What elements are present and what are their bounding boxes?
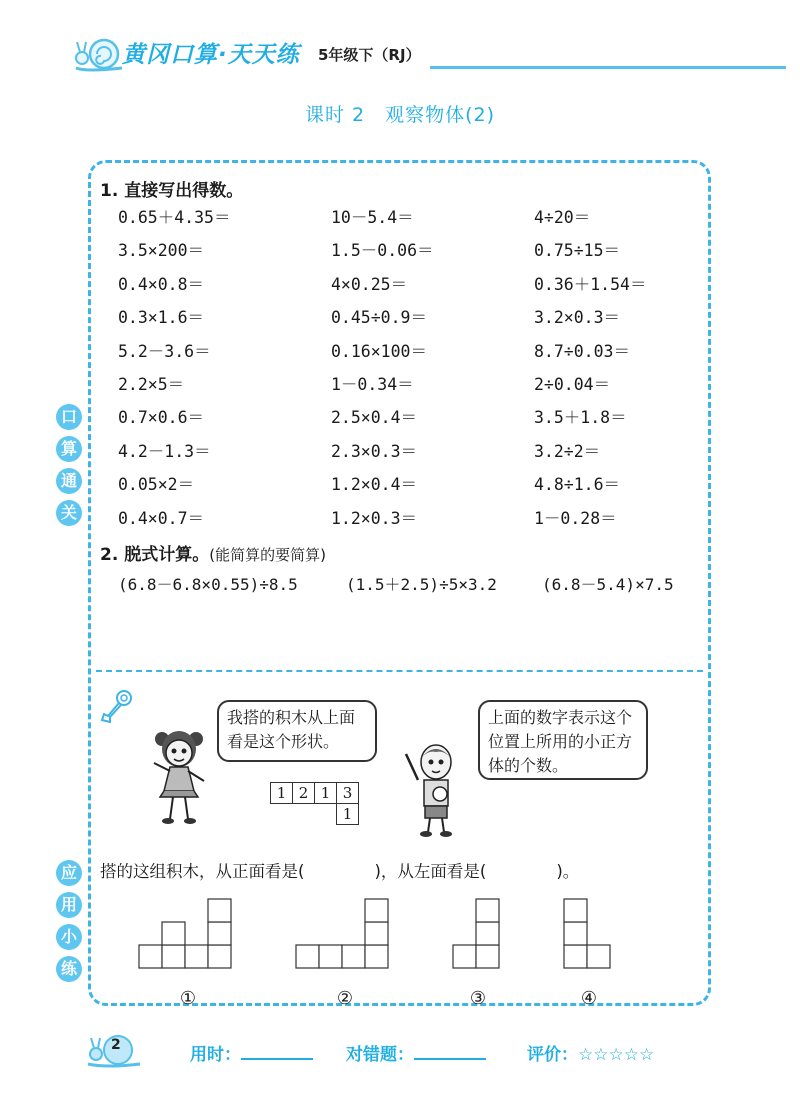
q1-row (118, 371, 678, 404)
section-divider (96, 670, 703, 672)
q1-row (118, 204, 678, 237)
q1-item: 0.05×2＝ (118, 475, 195, 495)
q1-item: 0.65＋4.35＝ (118, 208, 231, 227)
q1-item: 4×0.25＝ (331, 274, 408, 294)
q1-item: 1.2×0.4＝ (331, 475, 418, 495)
q2-title-text: 2. 脱式计算。 (100, 545, 210, 565)
correct-label: 对错题： (346, 1045, 414, 1065)
q1-item: 0.16×100＝ (331, 341, 427, 361)
top-view-cell: 1 (270, 782, 293, 804)
side-tab-oral-3: 通 (56, 468, 82, 494)
side-tab-oral-4: 关 (56, 500, 82, 526)
q1-item: 1.5－0.06＝ (331, 241, 434, 261)
option-2-label: ② (336, 988, 354, 1009)
q1-item: 2÷0.04＝ (534, 374, 611, 394)
q1-item: 3.5×200＝ (118, 241, 205, 261)
q1-item: 2.2×5＝ (118, 374, 185, 394)
grade-label: 5年级下（RJ） (318, 46, 421, 64)
time-field (190, 1040, 313, 1065)
q2-note: (能简算的要简算) (209, 546, 326, 564)
q1-grid (118, 204, 678, 538)
q1-item: 2.5×0.4＝ (331, 408, 418, 428)
top-view-cell: 2 (292, 782, 315, 804)
lesson-title: 课时 2 观察物体(2) (304, 104, 496, 126)
q1-row (118, 338, 678, 371)
toy-icon (98, 688, 138, 728)
side-tab-oral-1: 口 (56, 404, 82, 430)
view-question-part: 搭的这组积木，从正面看是( (100, 862, 305, 881)
top-view-cell: 3 (336, 782, 359, 804)
q1-item: 10－5.4＝ (331, 208, 414, 227)
q1-item: 0.4×0.8＝ (118, 274, 205, 294)
q1-item: 2.3×0.3＝ (331, 441, 418, 461)
time-blank[interactable] (241, 1044, 313, 1060)
q1-item: 0.4×0.7＝ (118, 508, 205, 528)
q1-item: 1－0.34＝ (331, 374, 414, 394)
snail-logo-icon (72, 34, 126, 74)
option-3-label: ③ (469, 988, 487, 1009)
correct-blank[interactable] (414, 1044, 486, 1060)
q1-item: 0.3×1.6＝ (118, 308, 205, 328)
view-question-part: )，从左面看是( (374, 862, 487, 881)
q1-row (118, 271, 678, 304)
q1-item: 0.75÷15＝ (534, 241, 621, 261)
q1-item: 0.36＋1.54＝ (534, 274, 647, 294)
rating-stars-icon[interactable]: ☆☆☆☆☆ (578, 1045, 655, 1065)
top-view-cell: 1 (314, 782, 337, 804)
q1-item: 3.2×0.3＝ (534, 308, 621, 328)
rating-field (527, 1040, 654, 1065)
option-4-label: ④ (580, 988, 598, 1009)
option-2-shape[interactable] (295, 898, 391, 970)
header-rule (430, 66, 786, 69)
q1-item: 0.45÷0.9＝ (331, 308, 427, 328)
q1-item: 3.5＋1.8＝ (534, 408, 627, 428)
girl-illustration-icon (148, 725, 210, 827)
side-tab-apply-1: 应 (56, 860, 82, 886)
q2-expr: (6.8－5.4)×7.5 (542, 575, 674, 594)
time-label: 用时： (190, 1045, 241, 1065)
page-number: 2 (111, 1037, 121, 1053)
girl-speech-bubble: 我搭的积木从上面看是这个形状。 (217, 700, 377, 762)
q1-row (118, 304, 678, 337)
rating-label: 评价： (527, 1045, 578, 1065)
q2-expr: (6.8－6.8×0.55)÷8.5 (118, 575, 298, 594)
q1-row (118, 237, 678, 270)
q1-item: 3.2÷2＝ (534, 441, 601, 461)
option-3-shape[interactable] (452, 898, 502, 970)
top-view-cell: 1 (336, 803, 359, 825)
option-1-shape[interactable] (138, 898, 234, 970)
q2-expressions (118, 572, 698, 595)
side-tab-apply-4: 练 (56, 956, 82, 982)
q1-row (118, 404, 678, 437)
q1-item: 1.2×0.3＝ (331, 508, 418, 528)
q1-item: 4÷20＝ (534, 208, 591, 227)
option-4-shape[interactable] (563, 898, 613, 970)
brand-title: 黄冈口算·天天练 (122, 42, 300, 68)
q1-item: 8.7÷0.03＝ (534, 341, 630, 361)
q2-expr: (1.5＋2.5)÷5×3.2 (346, 575, 497, 594)
q1-title: 1. 直接写出得数。 (100, 181, 244, 201)
q1-item: 4.8÷1.6＝ (534, 475, 621, 495)
view-question-part: )。 (556, 862, 580, 881)
view-question (100, 858, 579, 882)
q1-row (118, 505, 678, 538)
q1-item: 1－0.28＝ (534, 508, 617, 528)
side-tab-apply-2: 用 (56, 892, 82, 918)
boy-illustration-icon (404, 740, 466, 840)
option-1-label: ① (179, 988, 197, 1009)
side-tab-oral-2: 算 (56, 436, 82, 462)
correct-field (346, 1040, 486, 1065)
q1-row (118, 471, 678, 504)
q1-row (118, 438, 678, 471)
q1-item: 5.2－3.6＝ (118, 341, 211, 361)
boy-speech-bubble: 上面的数字表示这个位置上所用的小正方体的个数。 (478, 700, 648, 780)
side-tab-apply-3: 小 (56, 924, 82, 950)
q2-title (100, 540, 326, 565)
q1-item: 0.7×0.6＝ (118, 408, 205, 428)
q1-item: 4.2－1.3＝ (118, 441, 211, 461)
